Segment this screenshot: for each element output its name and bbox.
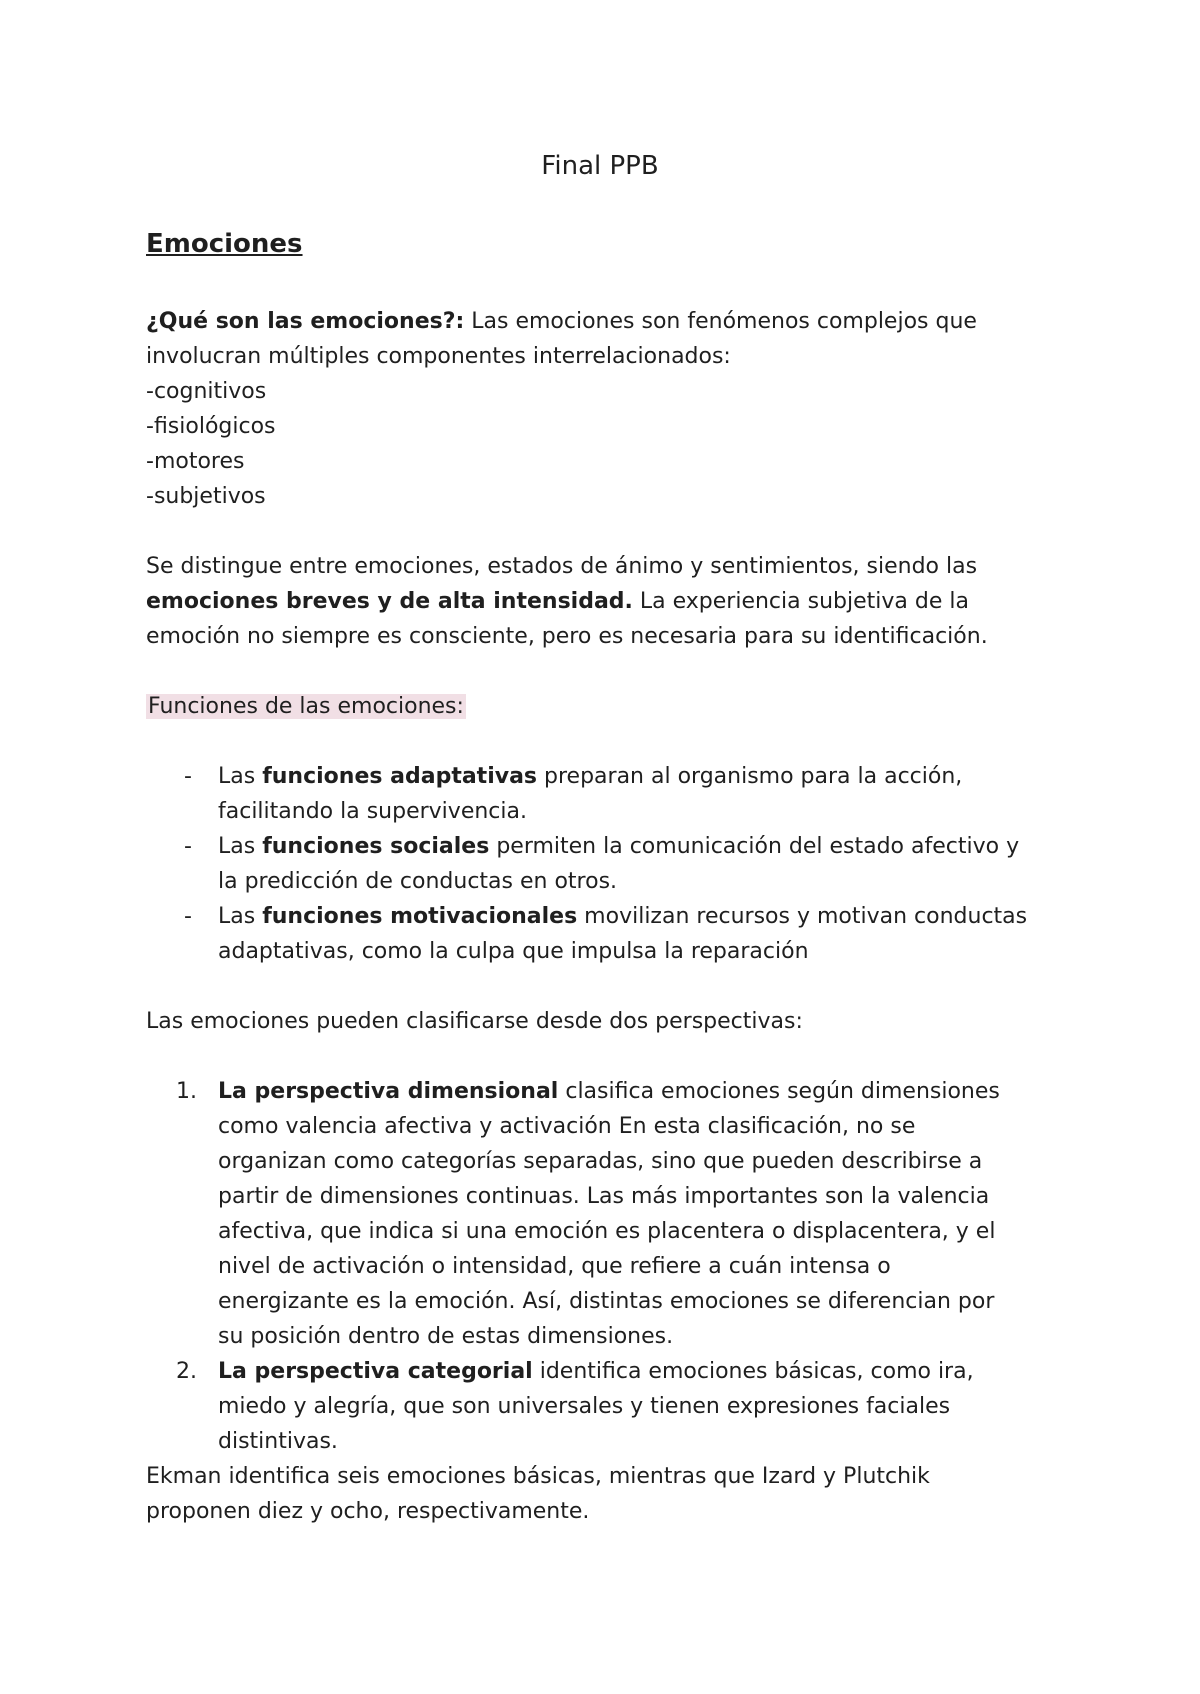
component-item: -fisiológicos xyxy=(146,414,276,439)
distinction-line-2 xyxy=(146,584,969,619)
function-post: movilizan recursos y motivan conductas xyxy=(577,904,1028,929)
component-item: -motores xyxy=(146,449,245,474)
distinction-line-1: Se distingue entre emociones, estados de ánimo y sentimientos, siendo las xyxy=(146,554,978,579)
perspective-text: clasifica emociones según dimensiones xyxy=(558,1079,1000,1104)
function-item xyxy=(218,759,962,794)
bullet-marker: - xyxy=(184,834,192,859)
functions-heading-highlight: Funciones de las emociones: xyxy=(148,694,464,719)
distinction-rest: La experiencia subjetiva de la xyxy=(632,589,969,614)
perspective-bold: La perspectiva categorial xyxy=(218,1359,533,1384)
function-post: permiten la comunicación del estado afectivo y xyxy=(489,834,1020,859)
section-heading: Emociones xyxy=(146,229,303,259)
function-bold: funciones sociales xyxy=(262,834,490,859)
functions-heading xyxy=(146,689,466,724)
question-text: Las emociones son fenómenos complejos que xyxy=(464,309,977,334)
list-number: 2. xyxy=(176,1359,197,1384)
question-line-2: involucran múltiples componentes interrelacionados: xyxy=(146,344,731,369)
perspective-text: identifica emociones básicas, como ira, xyxy=(532,1359,974,1384)
question-line xyxy=(146,304,977,339)
perspective-line: su posición dentro de estas dimensiones. xyxy=(218,1324,674,1349)
perspective-line: distintivas. xyxy=(218,1429,338,1454)
perspective-line: organizan como categorías separadas, sino que pueden describirse a xyxy=(218,1149,983,1174)
perspective-line: nivel de activación o intensidad, que refiere a cuán intensa o xyxy=(218,1254,891,1279)
perspective-line: partir de dimensiones continuas. Las más importantes son la valencia xyxy=(218,1184,990,1209)
ekman-line: proponen diez y ocho, respectivamente. xyxy=(146,1499,590,1524)
perspective-line: como valencia afectiva y activación En esta clasificación, no se xyxy=(218,1114,916,1139)
function-pre: Las xyxy=(218,764,263,789)
function-item xyxy=(218,899,1027,934)
perspective-item xyxy=(218,1074,1000,1109)
component-item: -cognitivos xyxy=(146,379,267,404)
function-item xyxy=(218,829,1019,864)
perspective-bold: La perspectiva dimensional xyxy=(218,1079,559,1104)
perspective-item xyxy=(218,1354,974,1389)
perspective-line: miedo y alegría, que son universales y tienen expresiones faciales xyxy=(218,1394,951,1419)
function-bold: funciones adaptativas xyxy=(262,764,538,789)
perspective-line: energizante es la emoción. Así, distintas emociones se diferencian por xyxy=(218,1289,995,1314)
function-item-cont: adaptativas, como la culpa que impulsa la reparación xyxy=(218,939,809,964)
distinction-bold: emociones breves y de alta intensidad. xyxy=(146,589,633,614)
function-post: preparan al organismo para la acción, xyxy=(537,764,963,789)
component-item: -subjetivos xyxy=(146,484,266,509)
list-number: 1. xyxy=(176,1079,197,1104)
bullet-marker: - xyxy=(184,764,192,789)
bullet-marker: - xyxy=(184,904,192,929)
classify-intro: Las emociones pueden clasificarse desde dos perspectivas: xyxy=(146,1009,803,1034)
question-label: ¿Qué son las emociones?: xyxy=(146,309,465,334)
function-pre: Las xyxy=(218,834,263,859)
function-bold: funciones motivacionales xyxy=(262,904,578,929)
function-item-cont: la predicción de conductas en otros. xyxy=(218,869,618,894)
function-item-cont: facilitando la supervivencia. xyxy=(218,799,527,824)
perspective-line: afectiva, que indica si una emoción es placentera o displacentera, y el xyxy=(218,1219,996,1244)
function-pre: Las xyxy=(218,904,263,929)
distinction-line-3: emoción no siempre es consciente, pero es necesaria para su identificación. xyxy=(146,624,988,649)
ekman-line: Ekman identifica seis emociones básicas, mientras que Izard y Plutchik xyxy=(146,1464,930,1489)
document-title: Final PPB xyxy=(541,151,659,181)
